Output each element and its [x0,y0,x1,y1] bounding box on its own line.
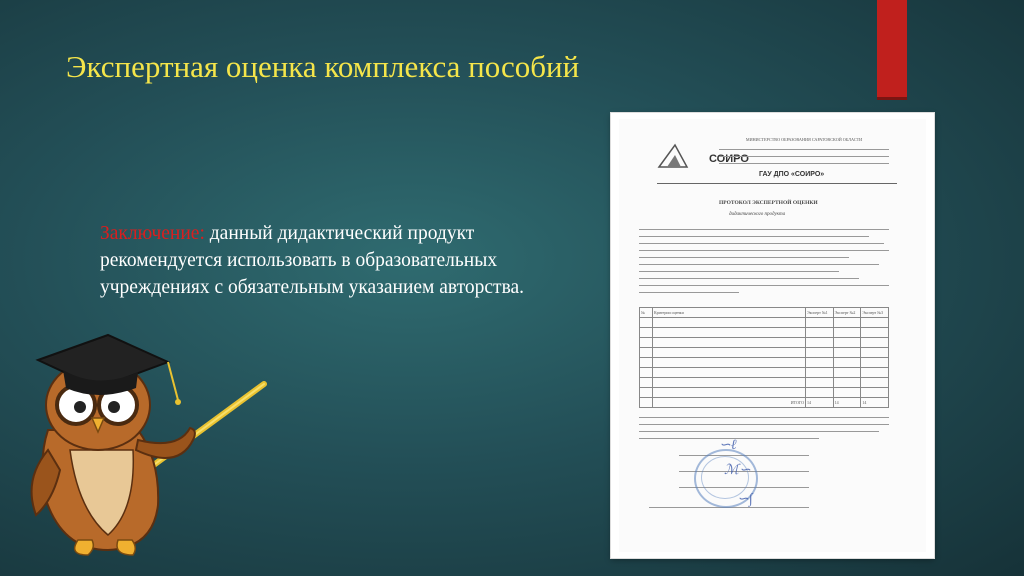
signature-mark: ∽ℓ [719,438,737,453]
signature-mark: ℳ∽ [724,463,751,478]
total-value: 14 [861,398,889,408]
total-value: 14 [806,398,834,408]
signature-mark: ∽∫ [737,492,753,507]
criteria-table [639,307,889,408]
document-image [611,113,934,558]
accent-bar [877,0,907,100]
protocol-subtitle: дидактического продукта [729,212,786,217]
soiro-logo [657,143,749,174]
gau-name: ГАУ ДПО «СОИРО» [759,171,825,178]
conclusion-text [100,220,585,301]
conclusion-body: данный дидактический продукт рекомендуется использовать в образовательных учреждениях с обязательным указанием авторства. [100,223,525,298]
table-header-cell: № [640,308,653,318]
table-header-cell: Критерии оценки [653,308,806,318]
owl-teacher-illustration [18,300,278,560]
table-header-cell: Эксперт №2 [833,308,861,318]
slide-title: Экспертная оценка комплекса пособий [66,49,580,84]
conclusion-lead: Заключение: [100,223,205,244]
total-value: 14 [833,398,861,408]
protocol-document [619,119,926,552]
protocol-title: ПРОТОКОЛ ЭКСПЕРТНОЙ ОЦЕНКИ [719,200,818,206]
total-label: ИТОГО [653,398,806,408]
logo-text: СОИРО [709,153,749,165]
org-header: МИНИСТЕРСТВО ОБРАЗОВАНИЯ САРАТОВСКОЙ ОБЛАСТИ [745,137,863,142]
table-header-cell: Эксперт №1 [806,308,834,318]
table-header-cell: Эксперт №3 [861,308,889,318]
